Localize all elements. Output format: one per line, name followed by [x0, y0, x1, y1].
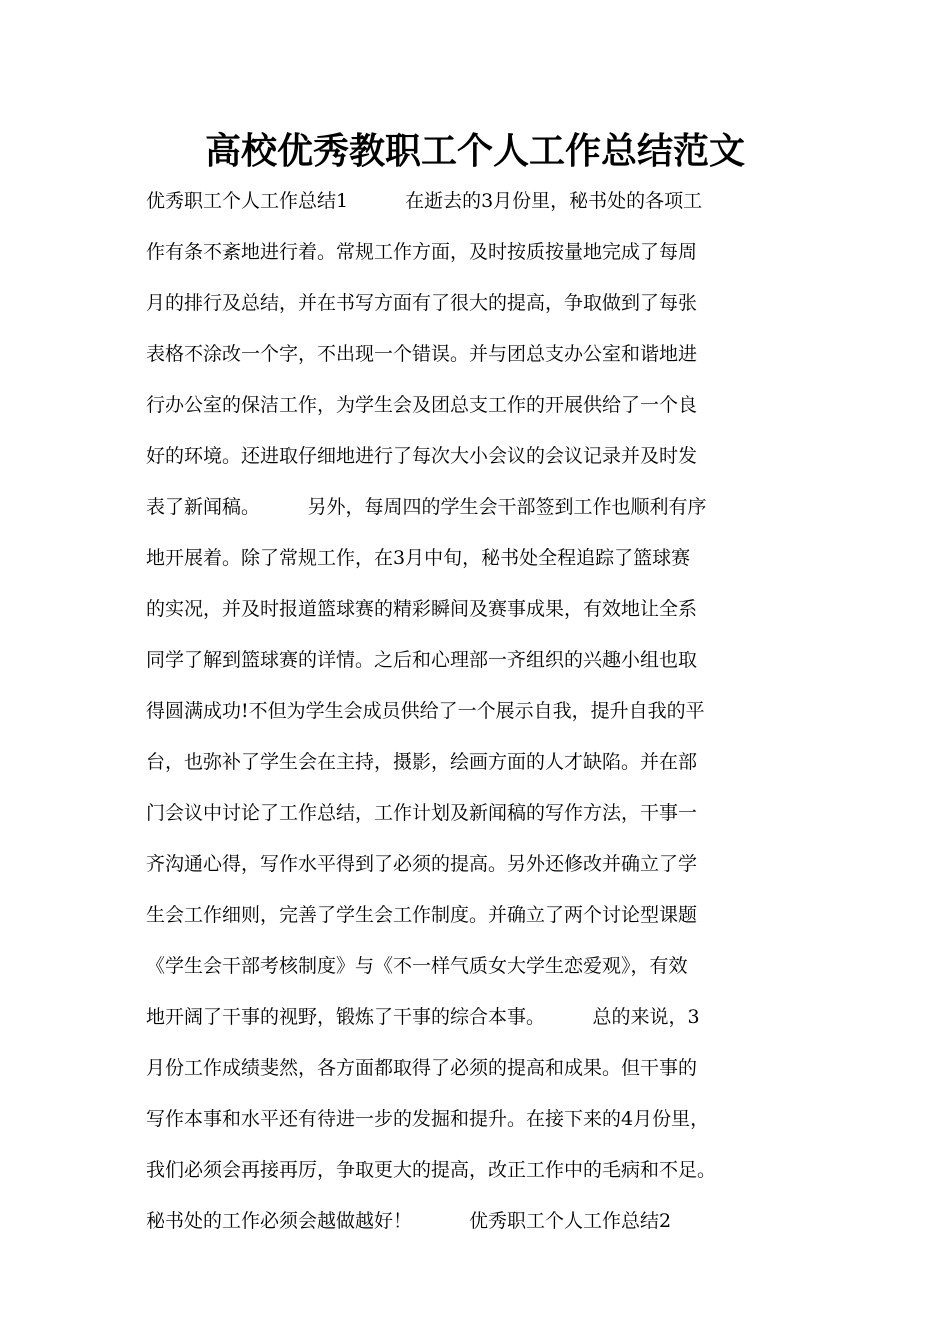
body-line: 优秀职工个人工作总结1 在逝去的3月份里，秘书处的各项工 [146, 190, 703, 212]
body-line: 月的排行及总结，并在书写方面有了很大的提高，争取做到了每张 [146, 292, 698, 314]
document-body [146, 181, 826, 1252]
body-line: 月份工作成绩斐然，各方面都取得了必须的提高和成果。但干事的 [146, 1057, 698, 1079]
body-line: 《学生会干部考核制度》与《不一样气质女大学生恋爱观》，有效 [146, 955, 688, 977]
body-line: 齐沟通心得，写作水平得到了必须的提高。另外还修改并确立了学 [146, 853, 698, 875]
body-line: 作有条不紊地进行着。常规工作方面，及时按质按量地完成了每周 [146, 241, 698, 263]
body-line: 我们必须会再接再厉，争取更大的提高，改正工作中的毛病和不足。 [146, 1159, 717, 1181]
document-title: 高校优秀教职工个人工作总结范文 [204, 131, 745, 172]
body-line: 生会工作细则，完善了学生会工作制度。并确立了两个讨论型课题 [146, 904, 698, 926]
body-line: 的实况，并及时报道篮球赛的精彩瞬间及赛事成果，有效地让全系 [146, 598, 698, 620]
body-line: 行办公室的保洁工作，为学生会及团总支工作的开展供给了一个良 [146, 394, 698, 416]
body-line: 台，也弥补了学生会在主持，摄影，绘画方面的人才缺陷。并在部 [146, 751, 698, 773]
body-line: 表了新闻稿。 另外，每周四的学生会干部签到工作也顺利有序 [146, 496, 707, 518]
body-line: 秘书处的工作必须会越做越好！ 优秀职工个人工作总结2 [146, 1210, 672, 1232]
body-line: 写作本事和水平还有待进一步的发掘和提升。在接下来的4月份里， [146, 1108, 710, 1130]
body-line: 地开展着。除了常规工作，在3月中旬，秘书处全程追踪了篮球赛 [146, 547, 691, 569]
body-line: 好的环境。还进取仔细地进行了每次大小会议的会议记录并及时发 [146, 445, 698, 467]
body-line: 地开阔了干事的视野，锻炼了干事的综合本事。 总的来说，3 [146, 1006, 700, 1028]
body-line: 同学了解到篮球赛的详情。之后和心理部一齐组织的兴趣小组也取 [146, 649, 698, 671]
body-line: 得圆满成功!不但为学生会成员供给了一个展示自我，提升自我的平 [146, 700, 705, 722]
body-line: 表格不涂改一个字，不出现一个错误。并与团总支办公室和谐地进 [146, 343, 698, 365]
body-line: 门会议中讨论了工作总结，工作计划及新闻稿的写作方法，干事一 [146, 802, 698, 824]
